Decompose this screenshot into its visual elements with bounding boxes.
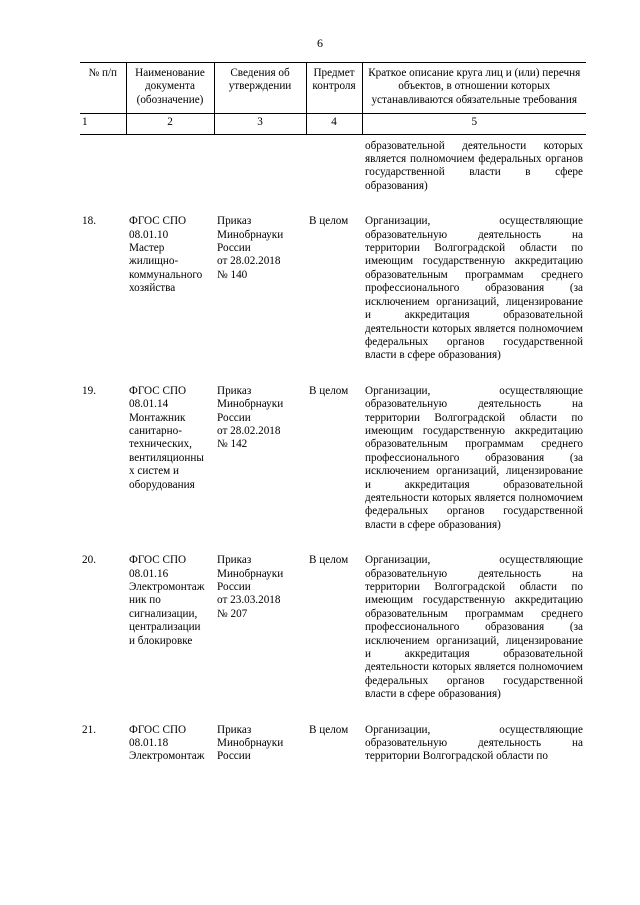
document-name-line: хозяйства (129, 282, 176, 295)
document-name-line: х систем и (129, 465, 180, 478)
document-name-line: Электромонтаж (129, 750, 205, 763)
document-name-line: ФГОС СПО (129, 215, 187, 228)
approval-info-line: Минобрнауки (217, 567, 284, 580)
document-name (126, 554, 214, 723)
control-subject: В целом (309, 723, 349, 736)
column-number: 4 (306, 114, 362, 134)
header-approval-info: Сведения об утверждении (214, 63, 306, 114)
header-control-subject: Предмет контроля (306, 63, 362, 114)
document-name-line: ФГОС СПО (129, 554, 187, 567)
approval-info-line: России (217, 411, 251, 424)
column-number: 1 (80, 114, 126, 134)
row-number: 18. (82, 215, 96, 228)
table-header-row (80, 63, 586, 114)
approval-info (214, 554, 306, 723)
approval-info (214, 385, 306, 554)
document-name-line: Мастер (129, 242, 165, 255)
approval-info-line: Приказ (217, 215, 252, 228)
approval-info-line: № 207 (217, 607, 248, 620)
approval-info-line: России (217, 581, 251, 593)
description: Организации, осуществляющие образовательную деятельность на территории Волгоградской области по имеющим государственную аккредитацию образовательным программам среднего профессионального образования (за исключением организаций, лицензирование и аккредитация образовательной деятельности которых является полномочием федеральных органов государственной власти в сфере образования) (365, 554, 583, 701)
header-number: № п/п (80, 63, 126, 114)
row-number: 20. (82, 554, 96, 567)
approval-info-line: Минобрнауки (217, 398, 284, 411)
document-name-line: жилищно- (129, 255, 179, 268)
column-number: 5 (362, 114, 586, 134)
table-row (80, 724, 586, 786)
column-number-row (80, 114, 586, 134)
approval-info (214, 724, 306, 786)
approval-info-line: Минобрнауки (217, 228, 284, 241)
document-name (126, 724, 214, 786)
document-name-line: сигнализации, (129, 607, 198, 620)
column-number: 3 (214, 114, 306, 134)
approval-info-line: от 28.02.2018 (217, 424, 281, 437)
approval-info-line: Приказ (217, 384, 252, 397)
document-name-line: Электромонтаж (129, 581, 205, 593)
document-name-line: оборудования (129, 478, 195, 491)
document-name-line: ник по (129, 594, 161, 607)
table-row (80, 215, 586, 384)
document-name-line: ФГОС СПО (129, 384, 187, 397)
control-subject: В целом (309, 554, 349, 567)
page-number: 6 (317, 36, 323, 50)
row-number: 19. (82, 384, 96, 397)
approval-info-line: Минобрнауки (217, 737, 284, 750)
control-subject: В целом (309, 384, 349, 397)
document-name-line: 08.01.16 (129, 567, 169, 580)
table-row (80, 554, 586, 723)
requirements-table (80, 62, 586, 786)
description: Организации, осуществляющие образовательную деятельность на территории Волгоградской области по (365, 723, 583, 763)
description: Организации, осуществляющие образовательную деятельность на территории Волгоградской области по имеющим государственную аккредитацию образовательным программам среднего профессионального образования (за исключением организаций, лицензирование и аккредитация образовательной деятельности которых является полномочием федеральных органов государственной власти в сфере образования) (365, 384, 583, 531)
continuation-row (80, 134, 586, 215)
document-name-line: и блокировке (129, 634, 193, 647)
document-name-line: Монтажник (129, 411, 186, 424)
document-name-line: 08.01.14 (129, 398, 169, 411)
approval-info-line: России (217, 750, 251, 763)
document-name-line: ФГОС СПО (129, 723, 187, 736)
document-name-line: централизации (129, 621, 201, 634)
column-number: 2 (126, 114, 214, 134)
approval-info (214, 215, 306, 384)
header-description: Краткое описание круга лиц и (или) перечня объектов, в отношении которых устанавливаются обязательные требования (362, 63, 586, 114)
approval-info-line: № 142 (217, 438, 248, 451)
document-name-line: коммунального (129, 268, 203, 281)
document-name (126, 215, 214, 384)
approval-info-line: Приказ (217, 723, 252, 736)
document-name (126, 385, 214, 554)
approval-info-line: от 28.02.2018 (217, 255, 281, 268)
table-row (80, 385, 586, 554)
document-name-line: 08.01.18 (129, 737, 169, 750)
header-document-name: Наименование документа (обозначение) (126, 63, 214, 114)
approval-info-line: Приказ (217, 554, 252, 567)
document-name-line: вентиляционны (129, 451, 204, 464)
document-name-line: 08.01.10 (129, 228, 169, 241)
control-subject: В целом (309, 215, 349, 228)
continuation-text: образовательной деятельности которых является полномочием федеральных органов государственной власти в сфере образования) (365, 139, 583, 192)
document-name-line: санитарно- (129, 424, 182, 437)
document-name-line: технических, (129, 438, 192, 451)
row-number: 21. (82, 723, 96, 736)
approval-info-line: № 140 (217, 268, 248, 281)
description: Организации, осуществляющие образовательную деятельность на территории Волгоградской области по имеющим государственную аккредитацию образовательным программам среднего профессионального образования (за исключением организаций, лицензирование и аккредитация образовательной деятельности которых является полномочием федеральных органов государственной власти в сфере образования) (365, 215, 583, 362)
approval-info-line: от 23.03.2018 (217, 594, 281, 607)
approval-info-line: России (217, 242, 251, 255)
